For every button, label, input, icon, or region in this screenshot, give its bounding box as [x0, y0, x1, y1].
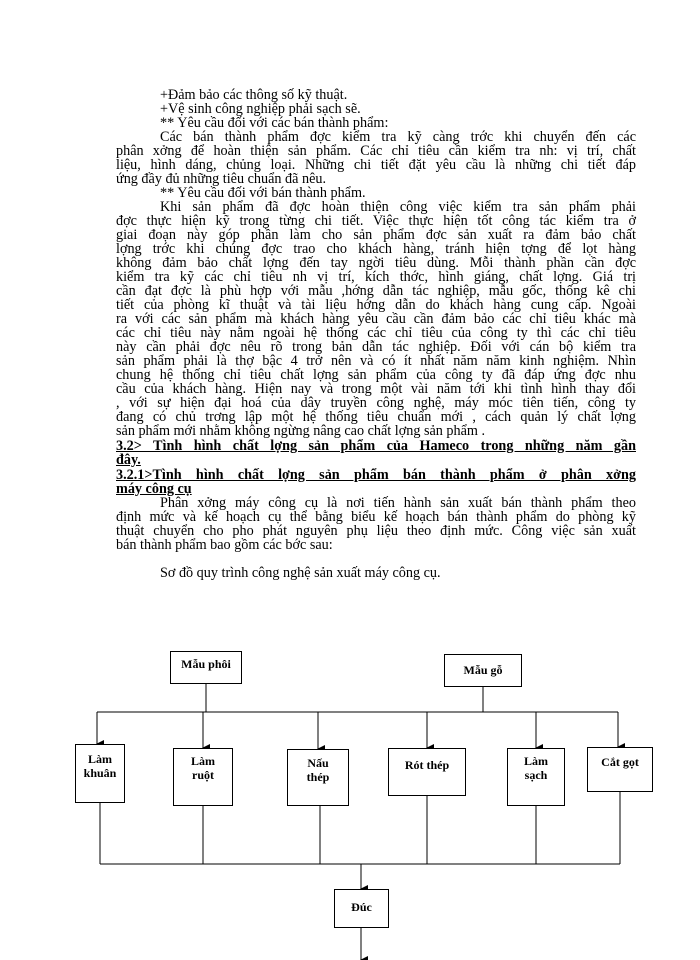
- diagram-caption: Sơ đồ quy trình công nghệ sản xuất máy công cụ.: [160, 565, 441, 581]
- box-nau-thep: [287, 749, 349, 806]
- text-line: +Đảm bảo các thông số kỹ thuật.: [160, 87, 348, 103]
- box-label: ruột: [192, 768, 214, 782]
- section-heading-3-2-cont: đây.: [116, 452, 141, 468]
- box-mau-go: [444, 654, 522, 687]
- text-line: ** Yêu cầu đối với các bán thành phẩm:: [160, 115, 389, 131]
- box-label: thép: [306, 770, 330, 784]
- section-heading-3-2: 3.2> Tình hình chất lợng sản phẩm của Hameco trong những năm gần: [116, 438, 636, 454]
- text-line: không đảm bảo chất lợng đến tay ngời tiêu dùng. Mỗi thành phần cần đợc: [116, 255, 636, 271]
- text-line: đợc thực hiện kỹ trong từng chi tiết. Việc thực hiện tốt công tác kiểm tra ở: [116, 213, 636, 229]
- text-line: này cần phải đợc nêu rõ trong bản dẫn tác nghiệp. Đối với cán bộ kiểm tra: [116, 339, 636, 355]
- text-line: cầu của khách hàng. Hiện nay và trong một vài năm tới khi tình hình thay đổi: [116, 381, 636, 397]
- text-line: đang có chủ trơng lập một hệ thống tiêu chuẩn mới , cách quản lý chất lợng: [116, 409, 636, 425]
- text-line: tiết của phòng kĩ thuật và tài liệu hớng dẫn do khách hàng cung cấp. Ngoài: [116, 297, 636, 313]
- text-line: Khi sản phẩm đã đợc hoàn thiện công việc kiểm tra sản phẩm phải: [160, 199, 636, 215]
- text-line: thuật chuyển cho pho phát nguyên phụ liệu theo định mức. Công việc sản xuất: [116, 523, 636, 539]
- box-label: Mẫu phôi: [181, 657, 231, 671]
- box-rot-thep: [388, 748, 466, 796]
- box-duc: [334, 889, 389, 928]
- box-lam-ruot: [173, 748, 233, 806]
- box-label: Đúc: [351, 900, 372, 914]
- text-line: , với sự hiện đại hoá của dây truyền công nghệ, máy móc tiên tiến, công ty: [116, 395, 636, 411]
- text-line: bán thành phẩm bao gồm các bớc sau:: [116, 537, 333, 553]
- box-lam-sach: [507, 748, 565, 806]
- text-line: các chỉ tiêu này nằm ngoài hệ thống các chỉ tiêu của công ty thì các chỉ tiêu: [116, 325, 636, 341]
- text-line: ra với các sản phẩm mà khách hàng yêu cầu cần đảm bảo các chỉ tiêu khác mà: [116, 311, 636, 327]
- text-line: định mức và kế hoạch cụ thể bằng biểu kế hoạch bán thành phẩm do phòng kỹ: [116, 509, 636, 525]
- box-label: Nấu: [307, 756, 329, 770]
- text-line: cần đạt đợc là phù hợp với mẫu ,hớng dẫn tác nghiệp, mẫu gốc, thống kê chi: [116, 283, 636, 299]
- text-line: lợng trớc khi chúng đợc trao cho khách hàng, tránh hiện tợng để lọt hàng: [116, 241, 636, 257]
- box-label: sạch: [524, 768, 548, 782]
- box-label: Mẫu gỗ: [463, 663, 503, 677]
- box-label: Làm: [88, 752, 112, 766]
- box-label: Làm: [524, 754, 548, 768]
- text-line: phân xởng để hoàn thiện sản phẩm. Các chỉ tiêu cần kiểm tra nh: vị trí, chất: [116, 143, 636, 159]
- text-line: liệu, hình dáng, chủng loại. Những chi tiết đặt yêu cầu là những chi tiết đáp: [116, 157, 636, 173]
- text-line: giai đoạn này góp phần làm cho sản phẩm đợc sản xuất ra đảm bảo chất: [116, 227, 636, 243]
- text-line: sản phẩm phải là thợ bậc 4 trở nên và có ít nhất năm năm kinh nghiệm. Nhìn: [116, 353, 636, 369]
- text-line: chung hệ thống chỉ tiêu chất lợng sản phẩm của công ty đã đáp ứng đợc nhu: [116, 367, 636, 383]
- text-line: Phân xởng máy công cụ là nơi tiến hành sản xuất bán thành phẩm theo: [160, 495, 636, 511]
- text-line: ** Yêu cầu đối với bán thành phẩm.: [160, 185, 366, 201]
- box-label: Rót thép: [404, 758, 450, 772]
- section-heading-3-2-1: 3.2.1>Tình hình chất lợng sản phẩm bán thành phẩm ở phân xởng: [116, 467, 636, 483]
- text-line: kiểm tra kỹ các chỉ tiêu nh vị trí, kích thớc, hình giáng, chất lợng. Giá trị: [116, 269, 636, 285]
- text-line: +Vệ sinh công nghiệp phải sạch sẽ.: [160, 101, 361, 117]
- box-label: khuân: [83, 766, 117, 780]
- box-label: Cắt gọt: [601, 755, 639, 769]
- section-heading-3-2-1-cont: máy công cụ: [116, 481, 192, 497]
- box-mau-phoi: [170, 651, 242, 684]
- text-line: ứng đầy đủ những tiêu chuẩn đã nêu.: [116, 171, 327, 187]
- box-lam-khuan: [75, 744, 125, 803]
- text-line: sản phẩm mới nhằm không ngừng nâng cao chất lợng sản phẩm .: [116, 423, 486, 439]
- box-cat-got: [587, 747, 653, 792]
- box-label: Làm: [191, 754, 215, 768]
- text-line: Các bán thành phẩm đợc kiểm tra kỹ càng trớc khi chuyển đến các: [160, 129, 636, 145]
